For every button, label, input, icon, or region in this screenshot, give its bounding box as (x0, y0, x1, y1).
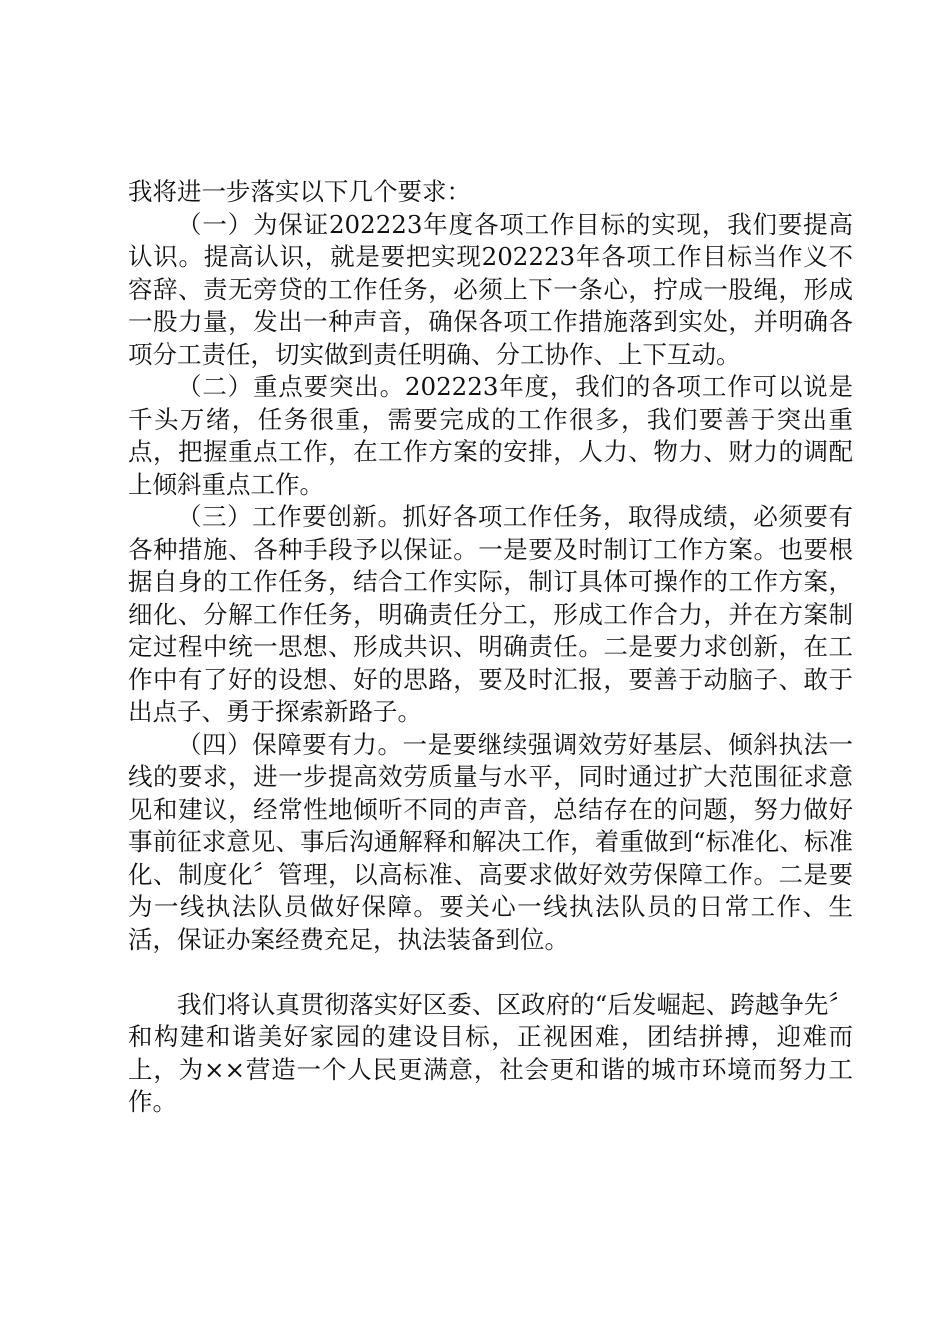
intro-paragraph: 我将进一步落实以下几个要求： (128, 177, 471, 206)
item-paragraph-2: （二）重点要突出。202223年度，我们的各项工作可以说是千头万绪，任务很重，需要完成的工作很多，我们要善于突出重点，把握重点工作，在工作方案的安排，人力、物力、财力的调配上倾斜重点工作。 (128, 372, 853, 499)
document-body (128, 176, 853, 1119)
item-paragraph-3: （三）工作要创新。抓好各项工作任务，取得成绩，必须要有各种措施、各种手段予以保证。一是要及时制订工作方案。也要根据自身的工作任务，结合工作实际，制订具体可操作的工作方案，细化、分解工作任务，明确责任分工，形成工作合力，并在方案制定过程中统一思想、形成共识、明确责任。二是要力求创新，在工作中有了好的设想、好的思路，要及时汇报，要善于动脑子、敢于出点子、勇于探索新路子。 (128, 502, 853, 726)
closing-paragraph: 我们将认真贯彻落实好区委、区政府的“后发崛起、跨越争先〞和构建和谐美好家园的建设目标，正视困难，团结拼搏，迎难而上，为××营造一个人民更满意，社会更和谐的城市环境而努力工作。 (128, 989, 853, 1116)
item-paragraph-1: （一）为保证202223年度各项工作目标的实现，我们要提高认识。提高认识，就是要把实现202223年各项工作目标当作义不容辞、责无旁贷的工作任务，必须上下一条心，拧成一股绳，形成一股力量，发出一种声音，确保各项工作措施落到实处，并明确各项分工责任，切实做到责任明确、分工协作、上下互动。 (128, 209, 853, 369)
item-paragraph-4: （四）保障要有力。一是要继续强调效劳好基层、倾斜执法一线的要求，进一步提高效劳质量与水平，同时通过扩大范围征求意见和建议，经常性地倾听不同的声音，总结存在的问题，努力做好事前征求意见、事后沟通解释和解决工作，着重做到“标准化、标准化、制度化〞管理，以高标准、高要求做好效劳保障工作。二是要为一线执法队员做好保障。要关心一线执法队员的日常工作、生活，保证办案经费充足，执法装备到位。 (128, 729, 853, 954)
paragraph-spacer (128, 956, 853, 989)
